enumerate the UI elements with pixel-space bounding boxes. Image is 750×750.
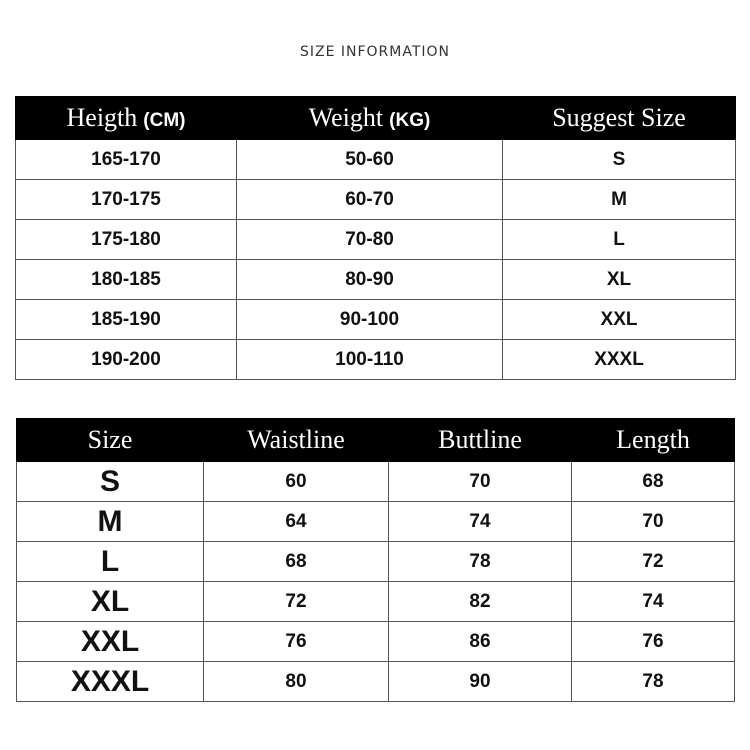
table-row [17, 462, 735, 502]
buttline-cell: 74 [389, 502, 572, 542]
size-cell: S [17, 462, 204, 502]
header-height-label: Heigth [66, 103, 138, 132]
suggest-size-cell: XL [503, 260, 736, 300]
length-cell: 68 [572, 462, 735, 502]
buttline-cell: 82 [389, 582, 572, 622]
weight-cell: 70-80 [237, 220, 503, 260]
height-cell: 165-170 [16, 140, 237, 180]
size-cell: XL [17, 582, 204, 622]
length-cell: 74 [572, 582, 735, 622]
table-row [17, 502, 735, 542]
weight-cell: 60-70 [237, 180, 503, 220]
header-weight [237, 97, 503, 140]
header-length: Length [572, 419, 735, 462]
header-waistline: Waistline [204, 419, 389, 462]
header-buttline: Buttline [389, 419, 572, 462]
buttline-cell: 90 [389, 662, 572, 702]
length-cell: 70 [572, 502, 735, 542]
suggest-size-cell: S [503, 140, 736, 180]
header-height [16, 97, 237, 140]
size-cell: M [17, 502, 204, 542]
suggest-size-cell: XXL [503, 300, 736, 340]
table-row [16, 340, 736, 380]
table-row [17, 542, 735, 582]
table-row [17, 582, 735, 622]
buttline-cell: 78 [389, 542, 572, 582]
height-cell: 180-185 [16, 260, 237, 300]
height-cell: 175-180 [16, 220, 237, 260]
length-cell: 76 [572, 622, 735, 662]
waistline-cell: 60 [204, 462, 389, 502]
header-weight-unit: (KG) [389, 110, 431, 131]
table-row [16, 220, 736, 260]
waistline-cell: 80 [204, 662, 389, 702]
header-suggest-size [503, 97, 736, 140]
height-cell: 190-200 [16, 340, 237, 380]
suggest-size-cell: M [503, 180, 736, 220]
waistline-cell: 64 [204, 502, 389, 542]
table-row [17, 662, 735, 702]
header-size: Size [17, 419, 204, 462]
header-suggest-size-label: Suggest Size [552, 103, 686, 132]
weight-cell: 100-110 [237, 340, 503, 380]
table-row [16, 260, 736, 300]
weight-cell: 90-100 [237, 300, 503, 340]
height-cell: 170-175 [16, 180, 237, 220]
waistline-cell: 76 [204, 622, 389, 662]
length-cell: 78 [572, 662, 735, 702]
buttline-cell: 86 [389, 622, 572, 662]
height-weight-size-table [15, 96, 736, 380]
size-cell: XXL [17, 622, 204, 662]
weight-cell: 80-90 [237, 260, 503, 300]
header-weight-label: Weight [308, 103, 384, 132]
length-cell: 72 [572, 542, 735, 582]
height-cell: 185-190 [16, 300, 237, 340]
table-row [17, 622, 735, 662]
page-title: SIZE INFORMATION [299, 44, 451, 60]
table-header-row [17, 419, 735, 462]
suggest-size-cell: L [503, 220, 736, 260]
suggest-size-cell: XXXL [503, 340, 736, 380]
table-row [16, 180, 736, 220]
waistline-cell: 72 [204, 582, 389, 622]
table-header-row [16, 97, 736, 140]
waistline-cell: 68 [204, 542, 389, 582]
weight-cell: 50-60 [237, 140, 503, 180]
table-row [16, 300, 736, 340]
header-height-unit: (CM) [143, 110, 186, 131]
size-cell: L [17, 542, 204, 582]
buttline-cell: 70 [389, 462, 572, 502]
size-cell: XXXL [17, 662, 204, 702]
size-measurements-table [16, 418, 735, 702]
table-row [16, 140, 736, 180]
